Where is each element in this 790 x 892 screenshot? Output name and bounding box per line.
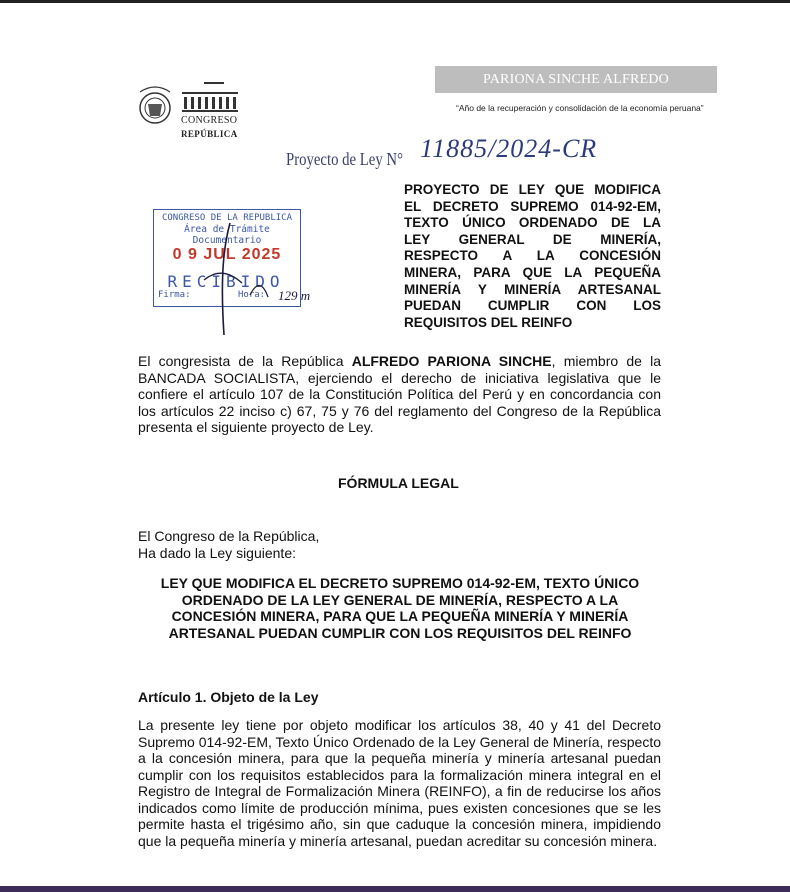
formula-legal-heading: FÓRMULA LEGAL: [338, 475, 459, 491]
proyecto-label: Proyecto de Ley N°: [286, 149, 403, 169]
proyecto-number: 11885/2024-CR: [420, 134, 598, 163]
law-title: [140, 575, 660, 641]
bill-title: [404, 182, 661, 331]
building-columns-icon: [182, 82, 238, 112]
intro-text-2: , miembro de la BANCADA SOCIALISTA, ejerciendo el derecho de iniciativa legislativa que le confiere el artículo 107 de la Constitución Política del Perú y en concordancia con los artículos 22 inciso c) 67, 75 y 76 del reglamento del Congreso de la República presenta el siguiente proyecto de Ley.: [138, 353, 662, 435]
law-title-line: ARTESANAL PUEDAN CUMPLIR CON LOS REQUISITOS DEL REINFO: [168, 624, 632, 641]
top-border: [0, 0, 790, 3]
article1-body: La presente ley tiene por objeto modificar los artículos 38, 40 y 41 del Decreto Supremo 014-92-EM, Texto Único Ordenado de la Ley General de Minería, respecto a la concesión minera, para que la pequeña minería y minería artesanal puedan cumplir con los requisitos establecidos para la formalización minera integral en el Registro de Integral de Formalización Minera (REINFO), a fin de reducirse los años indicados como límite de producción mínima, pues existen concesiones que se les permite hasta el trigésimo año, sin que caduque la concesión minera, impidiendo que la pequeña minería y minería artesanal, puedan acreditar su concesión minera.: [138, 717, 661, 849]
bill-title-line: LEY GENERAL DE MINERÍA,: [404, 231, 661, 247]
author-banner: PARIONA SINCHE ALFREDO: [435, 66, 717, 93]
bill-title-line: REQUISITOS DEL REINFO: [404, 314, 573, 330]
bill-title-line: PUEDAN CUMPLIR CON LOS: [404, 298, 661, 314]
logo-text-congreso: CONGRESO: [181, 115, 238, 126]
stamp-firma: Firma:: [158, 290, 191, 300]
coat-of-arms-icon: [140, 87, 170, 123]
stamp-hora: Hora:: [238, 290, 266, 300]
bill-title-line: RESPECTO A LA CONCESIÓN: [404, 248, 661, 264]
logo-text-republica: REPÚBLICA: [181, 129, 238, 139]
stamp-received: RECIBIDO: [167, 272, 285, 291]
bill-title-line: MINERA, PARA QUE LA PEQUEÑA: [404, 264, 661, 280]
bill-title-line: EL DECRETO SUPREMO 014-92-EM,: [404, 198, 661, 214]
law-title-line: CONCESIÓN MINERA, PARA QUE LA PEQUEÑA MINERÍA Y MINERÍA: [171, 608, 629, 624]
congressman-name: ALFREDO PARIONA SINCHE: [351, 353, 552, 369]
bill-title-line: MINERÍA Y MINERÍA ARTESANAL: [404, 281, 661, 297]
congreso-line: Ha dado la Ley siguiente:: [138, 544, 296, 561]
intro-text-1: El congresista de la República: [138, 353, 352, 369]
handwritten-signature: [150, 205, 320, 345]
stamp-hora-value: 129 m: [278, 288, 311, 303]
law-title-line: ORDENADO DE LA LEY GENERAL DE MINERÍA, RESPECTO A LA: [181, 591, 619, 608]
stamp-line2: Área de Trámite Documentario: [184, 224, 270, 246]
stamp-line1: CONGRESO DE LA REPUBLICA: [161, 213, 293, 223]
congreso-statement: [138, 528, 319, 561]
congreso-line: El Congreso de la República,: [138, 528, 320, 544]
article1-heading: Artículo 1. Objeto de la Ley: [138, 689, 319, 705]
year-motto: “Año de la recuperación y consolidación de la economía peruana”: [456, 103, 704, 113]
stamp-date: 0 9 JUL 2025: [172, 246, 282, 263]
bill-title-line: PROYECTO DE LEY QUE MODIFICA: [404, 182, 661, 197]
bill-title-line: TEXTO ÚNICO ORDENADO DE LA: [404, 215, 661, 231]
law-title-line: LEY QUE MODIFICA EL DECRETO SUPREMO 014-92-EM, TEXTO ÚNICO: [160, 575, 640, 591]
bottom-border: [0, 886, 790, 892]
intro-paragraph: [138, 353, 661, 436]
